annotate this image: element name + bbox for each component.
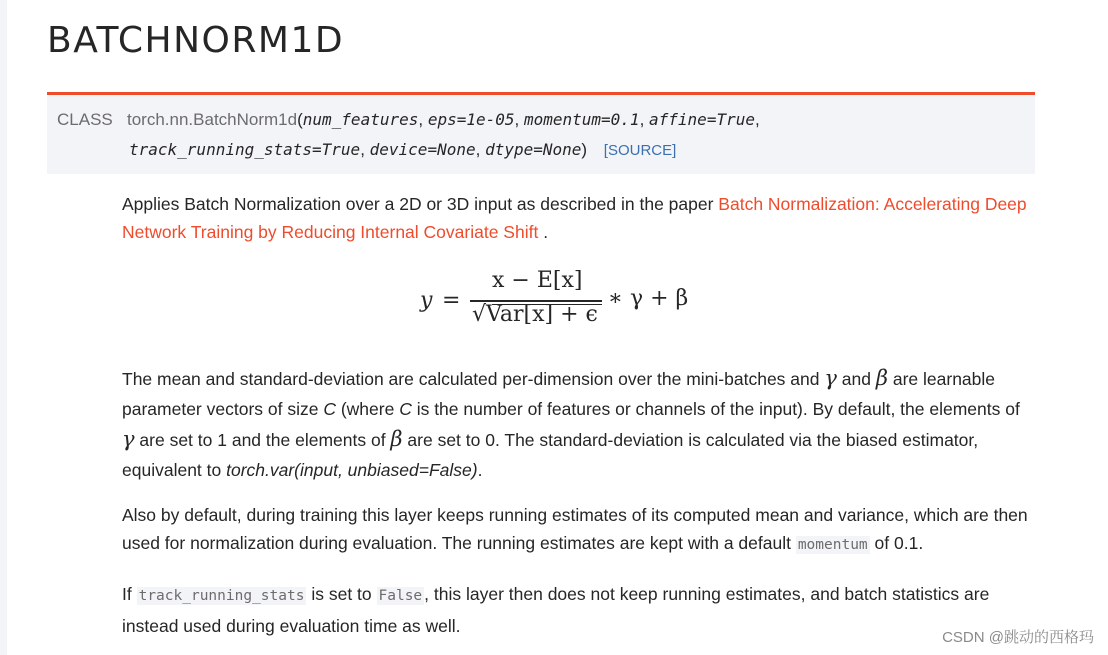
class-label: CLASS	[57, 110, 113, 129]
class-signature	[47, 92, 1035, 174]
source-link[interactable]: [SOURCE]	[603, 142, 677, 159]
intro-paragraph: Applies Batch Normalization over a 2D or 3D input as described in the paper Batch Normalization: Accelerating Deep Network Training by Reducing Internal Covariate Shift .	[122, 194, 1027, 242]
gamma-symbol: γ	[824, 366, 837, 390]
formula-numerator: x − E[x]	[492, 268, 583, 293]
page-title: BATCHNORM1D	[47, 20, 345, 61]
param: track_running_stats=True	[129, 140, 361, 159]
param: eps=1e-05	[427, 110, 515, 129]
param: dtype=None	[485, 140, 582, 159]
close-paren: )	[581, 140, 588, 159]
paper-link[interactable]: Batch Normalization: Accelerating Deep Network Training by Reducing Internal Covariate Shift	[122, 194, 1027, 242]
param: momentum=0.1	[523, 110, 640, 129]
false-code: False	[378, 588, 423, 604]
param: affine=True	[649, 110, 755, 129]
param: num_features	[302, 110, 419, 129]
track-running-stats-code: track_running_stats	[138, 588, 305, 604]
beta-symbol: β	[875, 366, 888, 390]
mean-std-paragraph: The mean and standard-deviation are calculated per-dimension over the mini-batches and γ and β are learnable parameter vectors of size C (where C is the number of features or channels of the input). By default, the elements of γ are set to 1 and the elements of β are set to 0. The standard-deviation is calculated via the biased estimator, equivalent to torch.var(input, unbiased=False).	[122, 366, 1020, 480]
param: device=None	[369, 140, 476, 159]
batchnorm-formula	[420, 262, 700, 337]
signature-line-1: torch.nn.BatchNorm1d(num_features, eps=1e-05, momentum=0.1, affine=True,	[127, 110, 760, 129]
gamma-symbol: γ	[122, 427, 135, 451]
formula-y: y	[420, 288, 433, 313]
torch-var-call: torch.var(input, unbiased=False)	[226, 460, 478, 480]
left-rule	[0, 0, 7, 655]
running-estimates-paragraph: Also by default, during training this layer keeps running estimates of its computed mean and variance, which are then used for normalization during evaluation. The running estimates are kept with a default momentum of 0.1.	[122, 505, 1028, 553]
signature-line-2: track_running_stats=True, device=None, dtype=None) [SOURCE]	[129, 140, 677, 159]
beta-symbol: β	[390, 427, 403, 451]
class-name: torch.nn.BatchNorm1d	[127, 110, 298, 129]
formula-denominator: √Var[x] + ϵ	[472, 302, 598, 327]
momentum-code: momentum	[797, 537, 868, 553]
open-paren: (	[297, 110, 303, 129]
track-stats-paragraph: If track_running_stats is set to False , this layer then does not keep running estimates, and batch statistics are instead used during evaluation time as well.	[122, 584, 990, 636]
watermark: CSDN @跳动的西格玛	[942, 629, 1094, 646]
formula-rest: ∗ γ + β	[608, 286, 689, 311]
formula-equals: =	[442, 288, 461, 313]
